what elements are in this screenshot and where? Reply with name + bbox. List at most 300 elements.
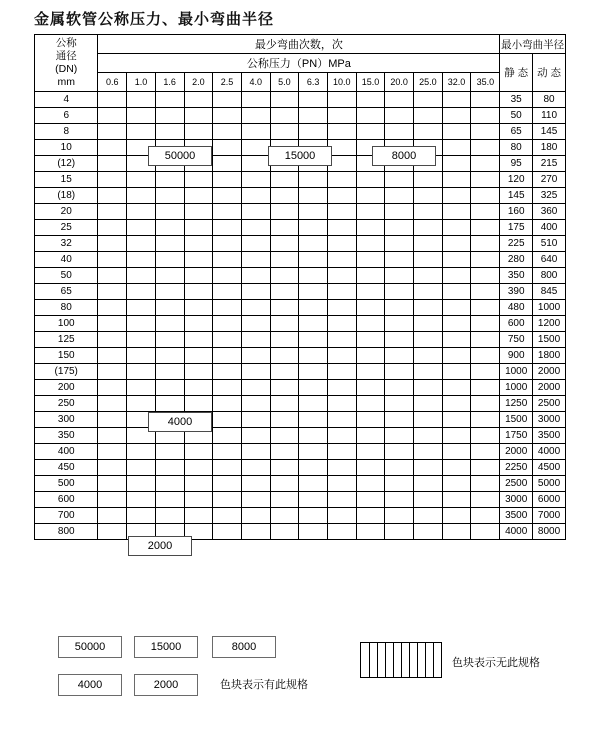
cell-(175)-2.5 [213,364,242,380]
cell-600-6.3 [299,492,328,508]
table-row [35,396,566,412]
legend-item-2000: 2000 [134,674,198,696]
cell-450-2.0 [184,460,213,476]
header-pn-10.0: 10.0 [327,73,356,92]
row-dynamic: 180 [533,140,566,156]
row-dn: 20 [35,204,98,220]
cell-50-32.0 [442,268,471,284]
cell-125-2.0 [184,332,213,348]
row-dynamic: 2000 [533,364,566,380]
cell-6-15.0 [356,108,385,124]
legend-hatch-note: 色块表示无此规格 [452,657,540,669]
cell-150-2.5 [213,348,242,364]
cell-400-1.0 [127,444,156,460]
table-row [35,380,566,396]
cell-100-5.0 [270,316,299,332]
table-row [35,332,566,348]
cell-800-32.0 [442,524,471,540]
row-dynamic: 2000 [533,380,566,396]
row-dynamic: 8000 [533,524,566,540]
cell-32-25.0 [414,236,443,252]
row-dynamic: 845 [533,284,566,300]
header-dynamic: 动 态 [533,54,566,92]
cell-150-15.0 [356,348,385,364]
cell-25-5.0 [270,220,299,236]
cell-700-32.0 [442,508,471,524]
cell-8-6.3 [299,124,328,140]
cell-8-2.5 [213,124,242,140]
cell-150-10.0 [327,348,356,364]
cell-125-2.5 [213,332,242,348]
cell-150-6.3 [299,348,328,364]
cell-(12)-32.0 [442,156,471,172]
cell-50-1.0 [127,268,156,284]
header-pn-5.0: 5.0 [270,73,299,92]
cell-800-5.0 [270,524,299,540]
cell-50-15.0 [356,268,385,284]
cell-400-5.0 [270,444,299,460]
cell-450-32.0 [442,460,471,476]
cell-(18)-6.3 [299,188,328,204]
row-dynamic: 215 [533,156,566,172]
cell-600-2.0 [184,492,213,508]
cell-32-2.5 [213,236,242,252]
cell-400-1.6 [155,444,184,460]
cell-20-35.0 [471,204,500,220]
cell-250-25.0 [414,396,443,412]
cell-450-6.3 [299,460,328,476]
cell-100-1.0 [127,316,156,332]
cell-200-20.0 [385,380,414,396]
row-dynamic: 4000 [533,444,566,460]
cell-450-0.6 [98,460,127,476]
cell-700-5.0 [270,508,299,524]
cell-700-1.6 [155,508,184,524]
header-pn-32.0: 32.0 [442,73,471,92]
row-static: 3000 [500,492,533,508]
cell-(175)-15.0 [356,364,385,380]
cell-25-25.0 [414,220,443,236]
cell-(18)-15.0 [356,188,385,204]
cell-100-6.3 [299,316,328,332]
cell-600-10.0 [327,492,356,508]
row-static: 4000 [500,524,533,540]
cell-40-25.0 [414,252,443,268]
cell-32-1.6 [155,236,184,252]
header-row-3 [35,73,566,92]
row-dn: 250 [35,396,98,412]
cell-400-2.5 [213,444,242,460]
cell-4-1.0 [127,92,156,108]
row-dn: 700 [35,508,98,524]
legend-item-15000: 15000 [134,636,198,658]
table-row [35,252,566,268]
header-pn: 公称压力（PN）MPa [98,54,500,73]
cell-15-6.3 [299,172,328,188]
cell-500-32.0 [442,476,471,492]
cell-150-1.6 [155,348,184,364]
cell-40-20.0 [385,252,414,268]
cell-15-2.5 [213,172,242,188]
table-row [35,172,566,188]
cell-500-0.6 [98,476,127,492]
cell-700-6.3 [299,508,328,524]
cell-200-0.6 [98,380,127,396]
cell-65-1.0 [127,284,156,300]
cell-(175)-10.0 [327,364,356,380]
cell-65-2.5 [213,284,242,300]
cell-700-0.6 [98,508,127,524]
cell-700-4.0 [241,508,270,524]
cell-200-6.3 [299,380,328,396]
cell-400-2.0 [184,444,213,460]
cell-50-35.0 [471,268,500,284]
cell-450-35.0 [471,460,500,476]
cell-350-25.0 [414,428,443,444]
cell-125-0.6 [98,332,127,348]
row-static: 160 [500,204,533,220]
cell-8-4.0 [241,124,270,140]
cell-125-1.0 [127,332,156,348]
cell-(18)-32.0 [442,188,471,204]
cell-200-1.6 [155,380,184,396]
cell-700-1.0 [127,508,156,524]
cell-700-25.0 [414,508,443,524]
header-dn: 公称 通径 (DN) mm [35,35,98,92]
cell-450-25.0 [414,460,443,476]
cell-100-4.0 [241,316,270,332]
cell-32-35.0 [471,236,500,252]
cell-125-1.6 [155,332,184,348]
cell-350-6.3 [299,428,328,444]
cell-800-15.0 [356,524,385,540]
cell-800-20.0 [385,524,414,540]
row-dn: 350 [35,428,98,444]
cell-500-2.0 [184,476,213,492]
cell-300-15.0 [356,412,385,428]
cell-65-20.0 [385,284,414,300]
row-static: 280 [500,252,533,268]
header-pn-15.0: 15.0 [356,73,385,92]
cell-25-35.0 [471,220,500,236]
cell-32-0.6 [98,236,127,252]
cell-400-10.0 [327,444,356,460]
row-dynamic: 325 [533,188,566,204]
cell-250-20.0 [385,396,414,412]
cell-(18)-10.0 [327,188,356,204]
cell-125-5.0 [270,332,299,348]
cell-(175)-35.0 [471,364,500,380]
cell-15-25.0 [414,172,443,188]
cell-65-10.0 [327,284,356,300]
cell-10-35.0 [471,140,500,156]
legend-item-8000: 8000 [212,636,276,658]
cell-40-1.6 [155,252,184,268]
cell-4-35.0 [471,92,500,108]
cell-100-0.6 [98,316,127,332]
cell-125-32.0 [442,332,471,348]
cell-40-6.3 [299,252,328,268]
cell-350-20.0 [385,428,414,444]
row-static: 80 [500,140,533,156]
cell-50-25.0 [414,268,443,284]
cell-15-15.0 [356,172,385,188]
cell-100-25.0 [414,316,443,332]
cell-10-4.0 [241,140,270,156]
row-static: 3500 [500,508,533,524]
cell-32-10.0 [327,236,356,252]
cell-25-32.0 [442,220,471,236]
row-dn: 400 [35,444,98,460]
cell-(175)-5.0 [270,364,299,380]
spec-table-wrap [34,34,566,540]
cell-20-0.6 [98,204,127,220]
cell-4-2.0 [184,92,213,108]
cell-250-4.0 [241,396,270,412]
cell-15-2.0 [184,172,213,188]
row-dn: 80 [35,300,98,316]
cell-32-6.3 [299,236,328,252]
cell-8-25.0 [414,124,443,140]
cell-4-32.0 [442,92,471,108]
cell-10-32.0 [442,140,471,156]
row-dn: 50 [35,268,98,284]
cell-8-2.0 [184,124,213,140]
cell-150-32.0 [442,348,471,364]
cell-125-15.0 [356,332,385,348]
row-static: 2000 [500,444,533,460]
cell-450-1.0 [127,460,156,476]
cell-150-25.0 [414,348,443,364]
cell-(12)-4.0 [241,156,270,172]
row-dn: 15 [35,172,98,188]
cell-8-10.0 [327,124,356,140]
cell-(18)-2.5 [213,188,242,204]
cell-4-15.0 [356,92,385,108]
cell-4-6.3 [299,92,328,108]
cell-350-15.0 [356,428,385,444]
cell-8-32.0 [442,124,471,140]
cell-80-15.0 [356,300,385,316]
header-min-radius: 最小弯曲半径 [500,35,566,54]
cell-100-35.0 [471,316,500,332]
cell-(175)-2.0 [184,364,213,380]
row-static: 1750 [500,428,533,444]
cell-150-0.6 [98,348,127,364]
cell-(18)-20.0 [385,188,414,204]
cell-(18)-25.0 [414,188,443,204]
cell-65-35.0 [471,284,500,300]
cell-(18)-4.0 [241,188,270,204]
cell-150-35.0 [471,348,500,364]
row-dynamic: 360 [533,204,566,220]
cell-(18)-1.0 [127,188,156,204]
cell-6-1.0 [127,108,156,124]
cell-6-6.3 [299,108,328,124]
row-dynamic: 640 [533,252,566,268]
cell-80-2.0 [184,300,213,316]
cell-250-1.0 [127,396,156,412]
cell-40-1.0 [127,252,156,268]
row-static: 95 [500,156,533,172]
cell-450-20.0 [385,460,414,476]
overlay-label-2000: 2000 [128,536,192,556]
cell-600-4.0 [241,492,270,508]
cell-65-15.0 [356,284,385,300]
cell-32-32.0 [442,236,471,252]
table-row [35,92,566,108]
row-dynamic: 7000 [533,508,566,524]
cell-300-5.0 [270,412,299,428]
cell-80-25.0 [414,300,443,316]
cell-250-5.0 [270,396,299,412]
row-dynamic: 2500 [533,396,566,412]
cell-15-4.0 [241,172,270,188]
cell-20-25.0 [414,204,443,220]
legend-hatch-swatch [360,642,442,678]
row-dn: 6 [35,108,98,124]
header-row-2 [35,54,566,73]
cell-(18)-2.0 [184,188,213,204]
cell-100-2.5 [213,316,242,332]
legend-item-4000: 4000 [58,674,122,696]
cell-4-2.5 [213,92,242,108]
table-row [35,364,566,380]
cell-8-15.0 [356,124,385,140]
cell-200-5.0 [270,380,299,396]
cell-350-10.0 [327,428,356,444]
row-dn: 32 [35,236,98,252]
cell-50-0.6 [98,268,127,284]
cell-350-4.0 [241,428,270,444]
cell-25-10.0 [327,220,356,236]
cell-600-1.6 [155,492,184,508]
cell-700-15.0 [356,508,385,524]
cell-25-2.5 [213,220,242,236]
cell-6-2.5 [213,108,242,124]
cell-200-15.0 [356,380,385,396]
cell-350-35.0 [471,428,500,444]
cell-20-1.6 [155,204,184,220]
row-dn: 200 [35,380,98,396]
row-dn: 300 [35,412,98,428]
cell-(175)-32.0 [442,364,471,380]
cell-25-2.0 [184,220,213,236]
cell-200-2.0 [184,380,213,396]
cell-150-1.0 [127,348,156,364]
cell-80-4.0 [241,300,270,316]
cell-40-2.5 [213,252,242,268]
cell-250-15.0 [356,396,385,412]
cell-600-15.0 [356,492,385,508]
cell-250-2.5 [213,396,242,412]
row-dynamic: 1500 [533,332,566,348]
cell-300-25.0 [414,412,443,428]
row-dynamic: 6000 [533,492,566,508]
cell-(175)-25.0 [414,364,443,380]
cell-300-32.0 [442,412,471,428]
row-dn: (175) [35,364,98,380]
cell-6-2.0 [184,108,213,124]
cell-4-20.0 [385,92,414,108]
cell-(18)-5.0 [270,188,299,204]
cell-25-1.6 [155,220,184,236]
table-row [35,316,566,332]
cell-800-2.5 [213,524,242,540]
table-row [35,524,566,540]
cell-400-15.0 [356,444,385,460]
row-static: 390 [500,284,533,300]
cell-800-0.6 [98,524,127,540]
cell-500-2.5 [213,476,242,492]
header-row-1 [35,35,566,54]
cell-65-6.3 [299,284,328,300]
cell-(12)-2.5 [213,156,242,172]
cell-450-10.0 [327,460,356,476]
cell-8-35.0 [471,124,500,140]
header-bend-times: 最少弯曲次数，次 [98,35,500,54]
cell-40-35.0 [471,252,500,268]
cell-(175)-1.0 [127,364,156,380]
cell-40-15.0 [356,252,385,268]
cell-6-10.0 [327,108,356,124]
cell-4-25.0 [414,92,443,108]
cell-4-1.6 [155,92,184,108]
row-static: 900 [500,348,533,364]
table-row [35,460,566,476]
cell-20-2.0 [184,204,213,220]
row-dn: 600 [35,492,98,508]
cell-(12)-0.6 [98,156,127,172]
row-dynamic: 145 [533,124,566,140]
header-pn-25.0: 25.0 [414,73,443,92]
cell-800-25.0 [414,524,443,540]
row-dynamic: 1000 [533,300,566,316]
table-row [35,476,566,492]
cell-15-1.6 [155,172,184,188]
cell-4-4.0 [241,92,270,108]
cell-(175)-20.0 [385,364,414,380]
row-dn: 800 [35,524,98,540]
cell-600-1.0 [127,492,156,508]
cell-50-2.5 [213,268,242,284]
cell-300-4.0 [241,412,270,428]
cell-400-32.0 [442,444,471,460]
header-pn-35.0: 35.0 [471,73,500,92]
header-pn-20.0: 20.0 [385,73,414,92]
cell-150-5.0 [270,348,299,364]
cell-65-5.0 [270,284,299,300]
cell-20-6.3 [299,204,328,220]
cell-20-20.0 [385,204,414,220]
cell-40-32.0 [442,252,471,268]
cell-50-5.0 [270,268,299,284]
cell-32-2.0 [184,236,213,252]
cell-700-2.0 [184,508,213,524]
cell-350-0.6 [98,428,127,444]
cell-800-35.0 [471,524,500,540]
cell-400-4.0 [241,444,270,460]
cell-6-32.0 [442,108,471,124]
row-dynamic: 5000 [533,476,566,492]
cell-65-1.6 [155,284,184,300]
cell-4-10.0 [327,92,356,108]
cell-15-10.0 [327,172,356,188]
cell-80-0.6 [98,300,127,316]
row-dn: 8 [35,124,98,140]
cell-25-4.0 [241,220,270,236]
overlay-label-8000: 8000 [372,146,436,166]
